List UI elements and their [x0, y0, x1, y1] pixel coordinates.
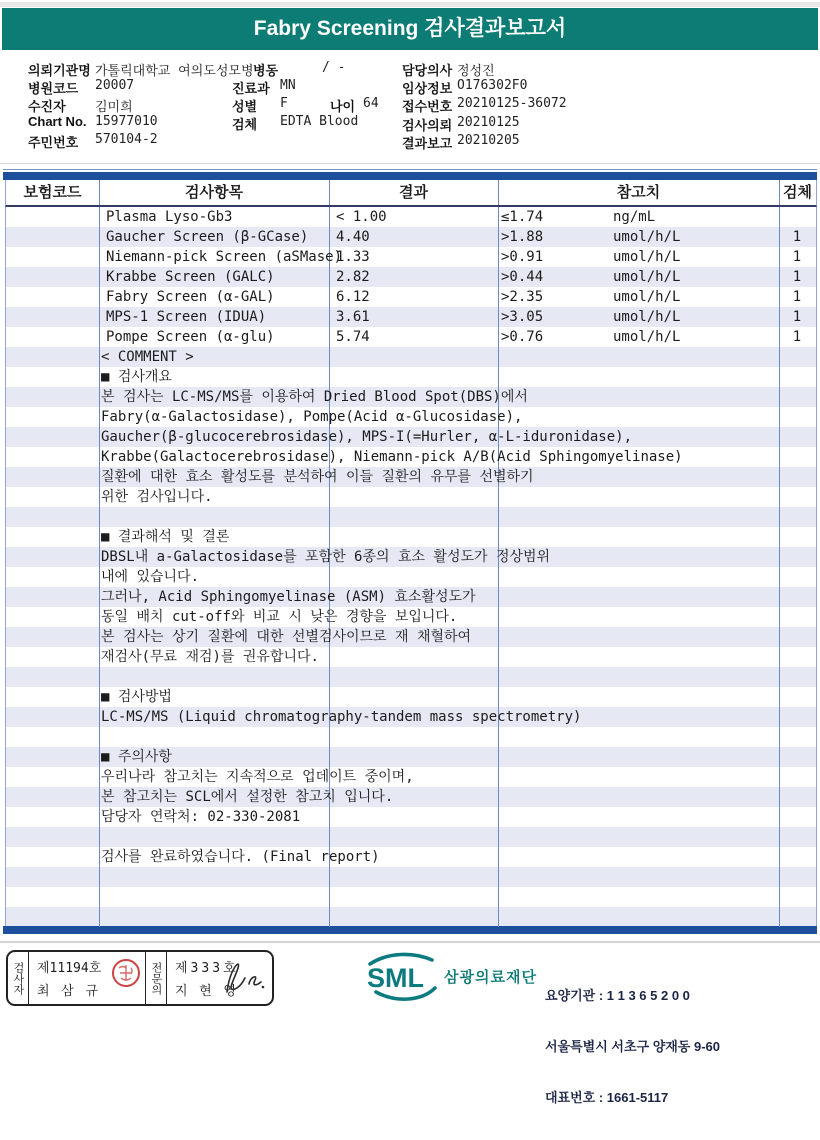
- comment-row: [6, 867, 816, 887]
- comment-row: [6, 467, 816, 487]
- requesting-org-label: 의뢰기관명: [28, 63, 91, 78]
- comment-row: [6, 547, 816, 567]
- reference-value: >0.76: [501, 329, 544, 345]
- test-name: Niemann-pick Screen (aSMase): [106, 249, 343, 265]
- comment-text: 그러나, Acid Sphingomyelinase (ASM) 효소활성도가: [101, 589, 476, 605]
- comment-text: ■ 결과해석 및 결론: [101, 529, 230, 545]
- care-org-number: 요양기관 : 1 1 3 6 5 2 0 0: [545, 988, 690, 1003]
- comment-text: 내에 있습니다.: [101, 569, 200, 585]
- resident-id-value: 570104-2: [95, 132, 158, 147]
- test-name: Krabbe Screen (GALC): [106, 269, 275, 285]
- table-rows: [6, 207, 816, 927]
- examiner-name: 최 삼 규: [37, 983, 102, 998]
- test-result: 3.61: [336, 309, 370, 325]
- results-table-body: [5, 207, 817, 927]
- examiner-section: [29, 952, 145, 1004]
- table-row: [6, 247, 816, 267]
- test-result: 2.82: [336, 269, 370, 285]
- comment-row: [6, 527, 816, 547]
- comment-row: [6, 427, 816, 447]
- comment-text: DBSL내 a-Galactosidase를 포함한 6종의 효소 활성도가 정상범위: [101, 549, 551, 565]
- request-date-label: 검사의뢰: [402, 118, 453, 133]
- organization-logo-block: [362, 951, 537, 1001]
- department-label: 진료과: [232, 81, 270, 96]
- comment-text: 본 검사는 LC-MS/MS를 이용하여 Dried Blood Spot(DBS)에서: [101, 389, 528, 405]
- table-top-thin-line: [3, 169, 817, 170]
- results-table-header: [5, 180, 817, 207]
- unit: ng/mL: [613, 209, 656, 225]
- reference-value: >3.05: [501, 309, 544, 325]
- reference-value: >2.35: [501, 289, 544, 305]
- specialist-section: [167, 952, 272, 1004]
- comment-row: [6, 747, 816, 767]
- request-date-value: 20210125: [457, 115, 520, 130]
- comment-row: [6, 647, 816, 667]
- column-divider: [498, 207, 499, 927]
- comment-row: [6, 587, 816, 607]
- specimen-count: 1: [792, 229, 802, 245]
- comment-row: [6, 407, 816, 427]
- comment-text: Krabbe(Galactocerebrosidase), Niemann-pick A/B(Acid Sphingomyelinase): [101, 449, 683, 465]
- comment-text: 우리나라 참고치는 지속적으로 업데이트 중이며,: [101, 769, 414, 785]
- chart-no-value: 15977010: [95, 114, 158, 129]
- comment-row: [6, 387, 816, 407]
- organization-address-block: [545, 953, 720, 1140]
- column-divider: [99, 207, 100, 927]
- sml-logo-icon: [362, 951, 438, 1001]
- receipt-no-label: 접수번호: [402, 99, 453, 114]
- ward-value: / -: [322, 60, 346, 75]
- column-divider: [329, 180, 330, 205]
- test-result: 6.12: [336, 289, 370, 305]
- clinical-info-label: 임상정보: [402, 81, 453, 96]
- comment-text: ■ 주의사항: [101, 749, 172, 765]
- requesting-org-value: 가톨릭대학교 여의도성모병: [95, 64, 254, 79]
- test-name: Plasma Lyso-Gb3: [106, 209, 233, 225]
- table-row: [6, 267, 816, 287]
- comment-row: [6, 507, 816, 527]
- specimen-count: 1: [792, 289, 802, 305]
- comment-row: [6, 567, 816, 587]
- comment-row: [6, 727, 816, 747]
- comment-row: [6, 827, 816, 847]
- test-name: Pompe Screen (α-glu): [106, 329, 275, 345]
- table-row: [6, 207, 816, 227]
- unit: umol/h/L: [613, 229, 681, 245]
- table-row: [6, 227, 816, 247]
- hospital-code-value: 20007: [95, 78, 135, 93]
- certification-box: [6, 950, 274, 1006]
- comment-row: [6, 767, 816, 787]
- specimen-count: 1: [792, 269, 802, 285]
- comment-text: Gaucher(β-glucocerebrosidase), MPS-I(=Hurler, α-L-iduronidase),: [101, 429, 633, 445]
- test-name: Gaucher Screen (β-GCase): [106, 229, 309, 245]
- report-title: Fabry Screening 검사결과보고서: [2, 8, 818, 50]
- age-value: 64: [363, 96, 379, 111]
- comment-text: ■ 검사방법: [101, 689, 172, 705]
- reference-value: >1.88: [501, 229, 544, 245]
- table-row: [6, 307, 816, 327]
- comment-text: LC-MS/MS (Liquid chromatography-tandem mass spectrometry): [101, 709, 582, 725]
- svg-text:SML: SML: [367, 963, 424, 993]
- test-result: < 1.00: [336, 209, 387, 225]
- doctor-label: 담당의사: [402, 63, 453, 78]
- comment-row: [6, 607, 816, 627]
- specialist-role-label: 전문의: [145, 952, 167, 1004]
- unit: umol/h/L: [613, 249, 681, 265]
- test-name: Fabry Screen (α-GAL): [106, 289, 275, 305]
- specimen-value: EDTA Blood: [280, 114, 359, 129]
- specialist-signature-icon: [217, 954, 269, 1000]
- specimen-count: 1: [792, 309, 802, 325]
- department-value: MN: [280, 78, 296, 93]
- comment-row: [6, 447, 816, 467]
- comment-text: 재검사(무료 재검)를 권유합니다.: [101, 649, 319, 665]
- organization-address: 서울특별시 서초구 양재동 9-60: [545, 1039, 720, 1054]
- col-header-result: 결과: [399, 184, 428, 201]
- col-header-reference: 참고치: [616, 184, 661, 201]
- comment-row: [6, 907, 816, 927]
- column-divider: [498, 180, 499, 205]
- test-result: 4.40: [336, 229, 370, 245]
- unit: umol/h/L: [613, 329, 681, 345]
- unit: umol/h/L: [613, 269, 681, 285]
- specimen-label: 검체: [232, 117, 258, 132]
- examiner-stamp-icon: [111, 958, 141, 988]
- comment-text: 질환에 대한 효소 활성도를 분석하여 이들 질환의 유무를 선별하기: [101, 469, 534, 485]
- table-bottom-bar: [3, 926, 817, 934]
- comment-row: [6, 887, 816, 907]
- hospital-code-label: 병원코드: [28, 81, 79, 96]
- comment-row: [6, 667, 816, 687]
- comment-text: ■ 검사개요: [101, 369, 172, 385]
- unit: umol/h/L: [613, 309, 681, 325]
- top-strip: [0, 2, 820, 7]
- specimen-count: [779, 207, 815, 227]
- comment-text: < COMMENT >: [101, 349, 194, 365]
- reference-value: >0.91: [501, 249, 544, 265]
- report-date-label: 결과보고: [402, 136, 453, 151]
- comment-row: [6, 707, 816, 727]
- col-header-specimen: 검체: [783, 184, 812, 201]
- specimen-count: 1: [792, 249, 802, 265]
- examiner-cert-no: 제11194호: [37, 961, 102, 976]
- report-date-value: 20210205: [457, 133, 520, 148]
- comment-row: [6, 367, 816, 387]
- reference-value: >0.44: [501, 269, 544, 285]
- table-row: [6, 287, 816, 307]
- age-label: 나이: [330, 99, 356, 114]
- chart-no-label: Chart No.: [28, 114, 87, 129]
- test-result: 1.33: [336, 249, 370, 265]
- sex-label: 성별: [232, 99, 258, 114]
- comment-text: 동일 배치 cut-off와 비교 시 낮은 경향을 보입니다.: [101, 609, 458, 625]
- test-name: MPS-1 Screen (IDUA): [106, 309, 267, 325]
- resident-id-label: 주민번호: [28, 135, 79, 150]
- table-top-bar: [3, 172, 817, 180]
- clinical-info-value: O176302F0: [457, 78, 528, 93]
- comment-text: 위한 검사입니다.: [101, 489, 213, 505]
- doctor-value: 정성진: [457, 64, 495, 79]
- test-result: 5.74: [336, 329, 370, 345]
- comment-text: Fabry(α-Galactosidase), Pompe(Acid α-Glucosidase),: [101, 409, 523, 425]
- section-divider: [0, 163, 820, 164]
- comment-row: [6, 687, 816, 707]
- comment-row: [6, 807, 816, 827]
- table-row: [6, 327, 816, 347]
- comment-row: [6, 847, 816, 867]
- comment-text: 검사를 완료하였습니다. (Final report): [101, 849, 380, 865]
- specialist-name: 지 현 영: [175, 983, 240, 998]
- examiner-role-label: 검사자: [8, 952, 29, 1004]
- comment-text: 담당자 연락처: 02-330-2081: [101, 809, 301, 825]
- sex-value: F: [280, 96, 288, 111]
- specialist-cert-no: 제333호: [175, 961, 239, 976]
- organization-phone: 대표번호 : 1661-5117: [545, 1090, 669, 1105]
- specimen-count: 1: [792, 329, 802, 345]
- footer-divider: [0, 941, 820, 943]
- comment-text: 본 검사는 상기 질환에 대한 선별검사이므로 재 채혈하여: [101, 629, 472, 645]
- ward-label: 병동: [253, 63, 279, 78]
- comment-row: [6, 787, 816, 807]
- comment-row: [6, 627, 816, 647]
- organization-name: 삼광의료재단: [444, 968, 537, 986]
- patient-name: 김미희: [95, 100, 133, 115]
- column-divider: [779, 180, 780, 205]
- patient-label: 수진자: [28, 99, 66, 114]
- comment-row: [6, 487, 816, 507]
- col-header-insurance-code: 보험코드: [23, 184, 82, 201]
- receipt-no-value: 20210125-36072: [457, 96, 567, 111]
- column-divider: [329, 207, 330, 927]
- comment-text: 본 참고치는 SCL에서 설정한 참고치 입니다.: [101, 789, 394, 805]
- comment-row: [6, 347, 816, 367]
- col-header-test-item: 검사항목: [185, 184, 243, 201]
- column-divider: [99, 180, 100, 205]
- unit: umol/h/L: [613, 289, 681, 305]
- reference-value: ≤1.74: [501, 209, 544, 225]
